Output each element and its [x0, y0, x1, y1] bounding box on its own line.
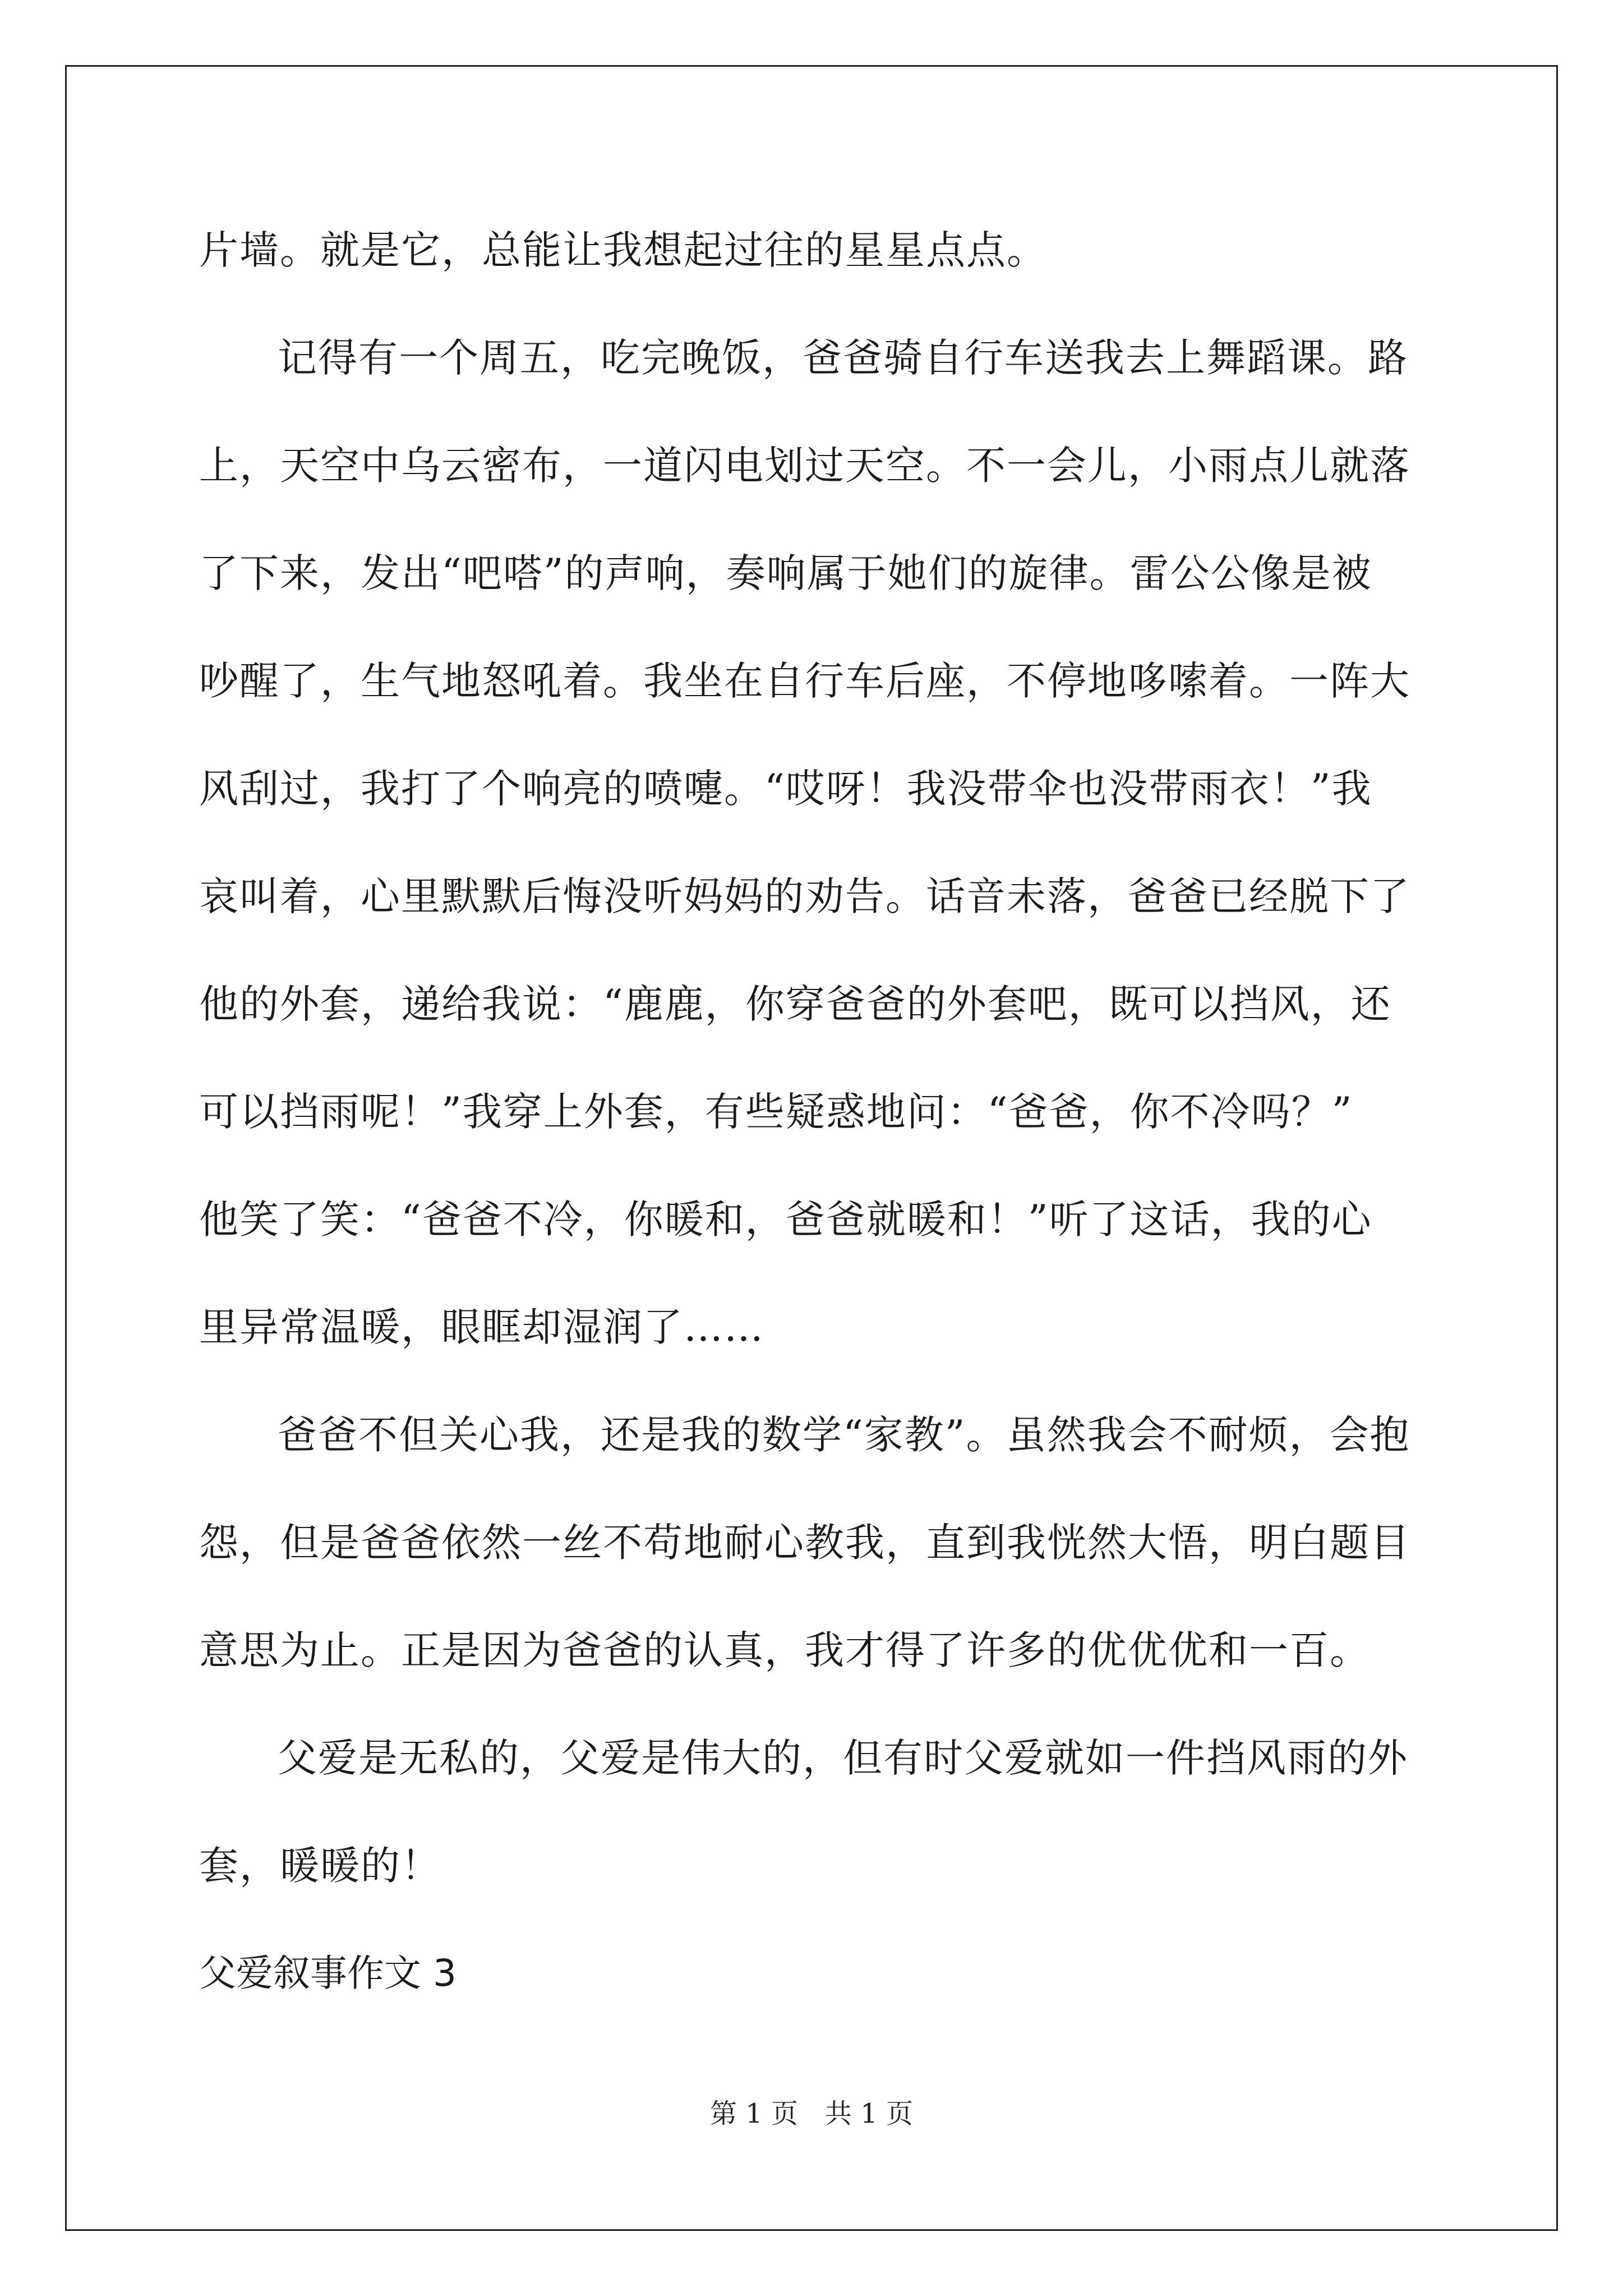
text-line: 套，暖暖的！ — [199, 1843, 441, 1889]
text-line: 怨，但是爸爸依然一丝不苟地耐心教我，直到我恍然大悟，明白题目 — [199, 1520, 1410, 1566]
text-line: 风刮过，我打了个响亮的喷嚏。“哎呀！我没带伞也没带雨衣！”我 — [199, 766, 1372, 812]
paragraph-start-line: 父爱是无私的，父爱是伟大的，但有时父爱就如一件挡风雨的外 — [278, 1735, 1408, 1781]
text-line: 了下来，发出“吧嗒”的声响，奏响属于她们的旋律。雷公公像是被 — [199, 550, 1372, 596]
document-body — [199, 196, 1433, 2027]
text-line: 他的外套，递给我说：“鹿鹿，你穿爸爸的外套吧，既可以挡风，还 — [199, 981, 1391, 1027]
text-line: 意思为止。正是因为爸爸的认真，我才得了许多的优优优和一百。 — [199, 1627, 1370, 1673]
section-heading: 父爱叙事作文 3 — [199, 1952, 457, 1995]
text-line: 片墙。就是它，总能让我想起过往的星星点点。 — [199, 227, 1047, 273]
text-line: 里异常温暖，眼眶却湿润了…… — [199, 1304, 764, 1350]
text-line: 哀叫着，心里默默后悔没听妈妈的劝告。话音未落，爸爸已经脱下了 — [199, 873, 1410, 919]
text-line: 吵醒了，生气地怒吼着。我坐在自行车后座，不停地哆嗦着。一阵大 — [199, 658, 1410, 704]
text-line: 上，天空中乌云密布，一道闪电划过天空。不一会儿，小雨点儿就落 — [199, 443, 1410, 489]
text-line: 可以挡雨呢！”我穿上外套，有些疑惑地问：“爸爸，你不冷吗？” — [199, 1089, 1353, 1135]
paragraph-start-line: 记得有一个周五，吃完晚饭，爸爸骑自行车送我去上舞蹈课。路 — [278, 335, 1408, 381]
page-number-footer: 第 1 页 共 1 页 — [709, 2098, 914, 2129]
text-line: 他笑了笑：“爸爸不冷，你暖和，爸爸就暖和！”听了这话，我的心 — [199, 1197, 1372, 1243]
paragraph-start-line: 爸爸不但关心我，还是我的数学“家教”。虽然我会不耐烦，会抱 — [278, 1412, 1410, 1458]
